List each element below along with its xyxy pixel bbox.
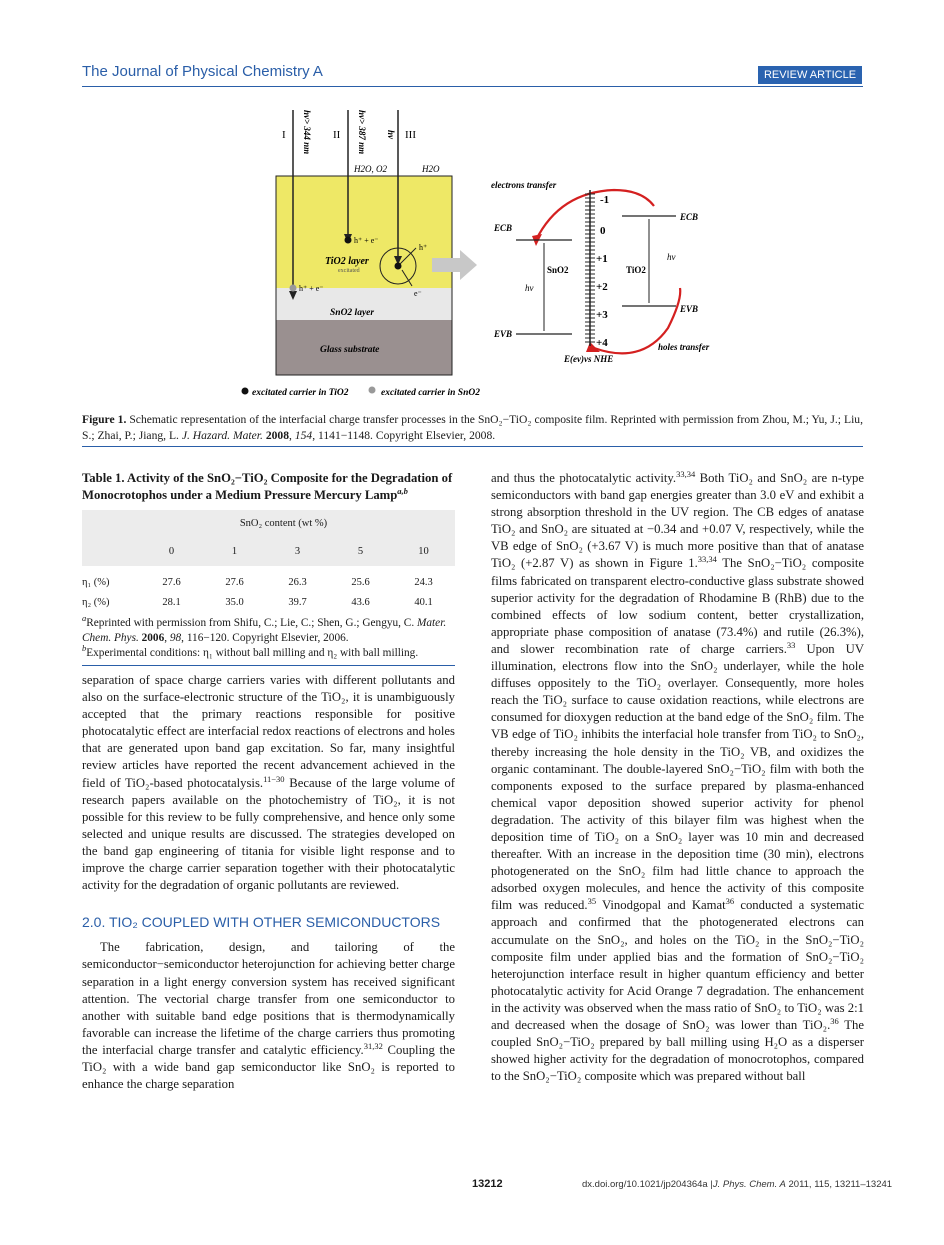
table-header-col-3: 5 <box>357 546 364 558</box>
beam-wavelength-1: hv> 344 nm <box>302 110 312 155</box>
figure-caption: Figure 1. Schematic representation of the interfacial charge transfer processes in the SnO₂−TiO₂ composite film. Reprinted with permission from Zhou, M.; Yu, J.; Liu, S.; Zhai, P.; Jiang, L. J. Hazard. Mater. 2008, 154, 1141−1148. Copyright Elsevier, 2008. <box>82 413 863 442</box>
table-cell: 39.7 <box>288 597 307 609</box>
citation: 33,34 <box>676 468 696 479</box>
axis-label: E(ev)vs NHE <box>564 354 614 364</box>
footer-citation <box>582 1179 892 1190</box>
paragraph <box>82 672 455 894</box>
paragraph-text: Both TiO₂ and SnO₂ are n-type semiconductors with band gap energies greater than 3.0 eV and exhibit a strong absorption threshold in the UV region. The CB edges of anatase TiO₂ and SnO₂ are situated at −0.34 and +0.07 V, respectively, while the VB edge of SnO₂ (+3.67 V) is much more positive than that of anatase TiO₂ (+2.87 V) as shown in Figure 1. <box>491 471 864 571</box>
footnote-a-volume: 98 <box>169 632 182 644</box>
label-hv-left: hv <box>525 283 534 293</box>
footnote-b: Experimental conditions: η₁ without ball milling and η₂ with ball milling. <box>86 647 419 659</box>
scale-p2: +2 <box>596 281 608 293</box>
scale-p3: +3 <box>596 309 608 321</box>
label-eminus: e⁻ <box>414 289 422 298</box>
caption-rest: , 1141−1148. Copyright Elsevier, 2008. <box>312 429 496 442</box>
label-tio2: TiO2 <box>626 265 646 275</box>
beam-wavelength-2: hv> 387 nm <box>357 110 367 155</box>
label-hplus: h⁺ <box>419 243 428 252</box>
beam-label-i: I <box>282 129 286 141</box>
label-electrons-transfer: electrons transfer <box>491 180 557 190</box>
footer-journal: J. Phys. Chem. A <box>712 1179 786 1190</box>
label-hv-right: hv <box>667 252 676 262</box>
table-header-col-0: 0 <box>168 546 175 558</box>
label-carrier-1: h⁺ + e⁻ <box>354 236 379 245</box>
table-header-corner <box>82 538 140 566</box>
table-group-header-row <box>82 510 455 538</box>
carrier-sno2-dot <box>290 285 297 292</box>
scale-0: 0 <box>600 225 606 237</box>
scale-p4: +4 <box>596 337 608 349</box>
citation: 35 <box>587 896 597 907</box>
table-header-col-4: 10 <box>418 546 429 558</box>
paragraph-text: The coupled SnO₂−TiO₂ prepared by ball milling using H₂O as a disperser showed higher activity for the degradation of monocrotophos, compared to the SnO₂−TiO₂ composite which was prepared without ball <box>491 1018 864 1084</box>
paragraph-text: Upon UV illumination, electrons flow into the SnO₂ underlayer, while the hole diffuses oppositely to the TiO₂ overlayer. Consequently, more holes reach the TiO₂ surface to cause oxidation reactions, while electrons are consumed for dioxygen reduction at the band edge of the SnO₂ film. The VB edge of TiO₂ inhibits the interfacial hole transfer from TiO₂ to SnO₂, thereby increasing the hole density in the TiO₂ VB, and oxidizes the organic contaminant. The double-layered SnO₂−TiO₂ film with both the components exposed to the surface prepared by plasma-enhanced chemical vapor deposition showed superior activity for phenol degradation. The activity of this bilayer film was highest when the deposition time of TiO₂ on a SnO₂ layer was 10 min and decreased thereafter. With an increase in the deposition time (30 min), electrons photogenerated on the SnO₂ film had little chance to approach the adsorbed oxygen molecules, and hence the activity of this composite film was reduced. <box>491 641 864 913</box>
label-ecb-left: ECB <box>494 223 513 233</box>
scale-p1: +1 <box>596 253 608 265</box>
header-rule <box>82 86 863 87</box>
scale-m1: -1 <box>600 194 610 206</box>
table-footnotes: $^a$Reprinted with permission from Shifu, C.; Lie, C.; Shen, G.; Gengyu, C. Mater. Chem. Phys. 2006, 98, 116−120. Copyright Elsevier, 2006. $^b$Experimental conditions: η₁ without ball milling and η₂ with ball milling. <box>82 613 447 659</box>
beam-label-iii: III <box>405 129 416 141</box>
legend-tio2: excitated carrier in TiO2 <box>252 388 349 398</box>
paragraph-text: The fabrication, design, and tailoring of the semiconductor−semiconductor heterojunction for achieving better charge separation in a light energy conversion system has received significant attention. The vectorial charge transfer from one semiconductor to another with suitable band edge positions that is thermodynamically favorable can increase the lifetime of the charge carriers thus promoting the interfacial charge transfer and catalytic efficiency. <box>82 940 455 1057</box>
table-title <box>82 470 455 504</box>
paragraph-text: and thus the photocatalytic activity. <box>491 471 677 485</box>
row-label: η₁ (%) <box>82 577 110 589</box>
row-label: η₂ (%) <box>82 597 110 609</box>
table-row <box>82 566 455 594</box>
label-carrier-2: h⁺ + e⁻ <box>299 284 324 293</box>
paragraph-text: The SnO₂−TiO₂ composite films fabricated on transparent electro-conductive glass substrate showed superior activity for the degradation of Rhodamine B (RhB) due to the combined effects of low sodium content, better crystallization, appropriate phase composition of anatase (73.4%) and rutile (26.3%), and slower recombination rate of charge carriers. <box>491 556 864 656</box>
table-cell: 25.6 <box>351 577 370 589</box>
label-holes-transfer: holes transfer <box>658 342 710 352</box>
footnote-a: Reprinted with permission from Shifu, C.; Lie, C.; Shen, G.; Gengyu, C. <box>86 617 415 629</box>
tio2-layer <box>276 176 452 288</box>
table-cell: 35.0 <box>225 597 244 609</box>
footnote-a-journal: Mater. Chem. Phys. <box>82 617 447 644</box>
citation: 33,34 <box>697 554 717 565</box>
table-cell: 43.6 <box>351 597 370 609</box>
paragraph <box>82 939 455 1093</box>
page-number: 13212 <box>472 1178 503 1190</box>
legend-dot-tio2 <box>242 388 249 395</box>
caption-journal: J. Hazard. Mater. <box>181 429 263 442</box>
paragraph-text: Coupling the TiO₂ with a wide band gap semiconductor like SnO₂ is reported to enhance the charge separation <box>82 1042 456 1092</box>
label-h2o: H2O <box>422 164 440 174</box>
table-cell: 27.6 <box>225 577 244 589</box>
beam-wavelength-3: hv <box>386 130 396 139</box>
table-cell: 27.6 <box>162 577 181 589</box>
legend-sno2: excitated carrier in SnO2 <box>381 388 480 398</box>
figure-1 <box>82 90 863 408</box>
label-ecb-right: ECB <box>680 212 699 222</box>
table-cell: 40.1 <box>414 597 433 609</box>
label-glass: Glass substrate <box>320 345 380 355</box>
table-group-header: SnO₂ content (wt %) <box>239 518 328 530</box>
table-row <box>82 594 455 612</box>
table-cell: 28.1 <box>162 597 181 609</box>
section-badge: REVIEW ARTICLE <box>758 66 862 84</box>
table-rule <box>82 665 455 666</box>
label-tio2-layer: TiO2 layer <box>325 256 369 267</box>
right-column <box>491 470 864 1085</box>
label-excitated: excitated <box>338 268 360 274</box>
caption-volume: 154 <box>294 429 313 442</box>
footer-cite: 2011, 115, 13211–13241 <box>785 1179 893 1190</box>
legend-dot-sno2 <box>369 387 376 394</box>
table-column-header-row <box>82 538 455 566</box>
citation: 36 <box>725 896 735 907</box>
table-1 <box>82 510 455 612</box>
paragraph <box>491 470 864 1085</box>
citation: 33 <box>786 639 796 650</box>
table-cell: 24.3 <box>414 577 433 589</box>
caption-year: 2008 <box>265 429 289 442</box>
label-evb-left: EVB <box>494 329 513 339</box>
table-cell: 26.3 <box>288 577 307 589</box>
figure-diagram <box>82 90 863 408</box>
label-sno2-layer: SnO2 layer <box>330 308 375 318</box>
paragraph-text: Because of the large volume of research papers available on the photochemistry of TiO₂, it is not possible for this review to be fully comprehensive, and hence only some selected and unique results are discussed. The strategies developed on the band gap engineering of titania for visible light response and to improve the charge carrier separation together with their photocatalytic activity for the degradation of organic pollutants are reviewed. <box>82 775 455 893</box>
journal-title: The Journal of Physical Chemistry A <box>82 63 323 80</box>
beam-label-ii: II <box>333 129 341 141</box>
table-header-col-1: 1 <box>231 546 238 558</box>
paragraph-text: separation of space charge carriers varies with different pollutants and also on the surface-electronic structure of the TiO₂, it is unambiguously accepted that the primary reactions responsible for positive photocatalytic effect are interfacial redox reactions of electrons and holes that are generated upon band gap excitation. So far, many insightful review articles have reported the recent advancement achieved in the field of TiO₂-based photocatalysis. <box>82 673 455 790</box>
figure-rule <box>82 446 863 447</box>
section-heading: 2.0. TIO₂ COUPLED WITH OTHER SEMICONDUCTORS <box>82 914 441 931</box>
footer-doi: dx.doi.org/10.1021/jp204364a | <box>582 1179 713 1190</box>
label-h2o-o2: H2O, O2 <box>354 164 387 174</box>
citation: 31,32 <box>363 1040 383 1051</box>
table-title-sup: a,b <box>397 485 408 496</box>
citation: 11−30 <box>263 773 285 784</box>
label-sno2: SnO2 <box>547 265 569 275</box>
left-column <box>82 470 455 1093</box>
footnote-a-rest: , 116−120. Copyright Elsevier, 2006. <box>181 632 349 644</box>
label-evb-right: EVB <box>680 304 699 314</box>
footnote-a-year: 2006 <box>141 632 165 644</box>
caption-text: Schematic representation of the interfacial charge transfer processes in the SnO₂−TiO₂ composite film. Reprinted with permission from Zhou, M.; Yu, J.; Liu, S.; Zhai, P.; Jiang, L. <box>82 413 863 442</box>
carrier-tio2-dot <box>345 237 352 244</box>
table-title-text: Table 1. Activity of the SnO₂−TiO₂ Composite for the Degradation of Monocrotophos under a Medium Pressure Mercury Lamp <box>82 471 453 502</box>
caption-label: Figure 1. <box>82 413 127 426</box>
citation: 36 <box>830 1015 839 1026</box>
table-header-col-2: 3 <box>294 546 301 558</box>
paragraph-text: Vinodgopal and Kamat <box>596 898 726 913</box>
paragraph-text: conducted a systematic approach and confirmed that the photogenerated electrons can accumulate on the SnO₂, and holes on the TiO₂ in the SnO₂−TiO₂ composite film under applied bias and the formation of SnO₂−TiO₂ heterojunction interface result in higher quantum efficiency and better photocatalytic activity for Acid Orange 7 degradation. The enhancement in the activity was observed when the mass ratio of SnO₂ to TiO₂ was 2:1 and decreased when the dosage of SnO₂ was lower than TiO₂. <box>491 898 865 1032</box>
